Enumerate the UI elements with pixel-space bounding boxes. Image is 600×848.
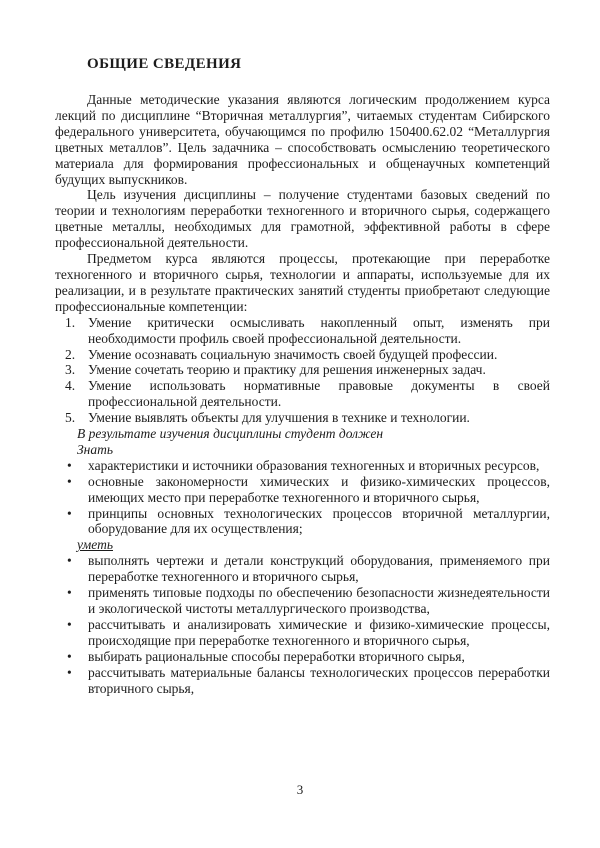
bullet-item-text: применять типовые подходы по обеспечению безопасности жизнедеятельности и экологической чистоты металлургического производства, — [88, 585, 550, 616]
numbered-item — [65, 315, 550, 347]
bullet-icon: • — [67, 664, 72, 680]
page-number: 3 — [296, 782, 304, 797]
numbered-item-text: Умение сочетать теорию и практику для решения инженерных задач. — [88, 362, 486, 378]
bullet-icon: • — [67, 505, 72, 521]
able-heading: уметь — [77, 537, 113, 553]
bullet-item — [65, 553, 550, 585]
bullet-item — [65, 458, 550, 474]
paragraph-intro: Данные методические указания являются логическим продолжением курса лекций по дисциплине “Вторичная металлургия”, читаемых студентам Сибирского федерального университета, обучающимся по профилю 150400.62.02 “Металлургия цветных металлов”. Цель задачника – способствовать осмыслению теоретического материала для формирования профессиональных и общенаучных компетенций будущих выпускников. — [55, 92, 550, 187]
bullet-icon: • — [67, 648, 72, 664]
know-heading: Знать — [77, 441, 114, 457]
able-list — [65, 553, 550, 696]
page-title: ОБЩИЕ СВЕДЕНИЯ — [87, 56, 242, 72]
bullet-item — [65, 474, 550, 506]
know-list — [65, 458, 550, 538]
numbered-item-text: Умение осознавать социальную значимость своей будущей профессии. — [88, 346, 498, 362]
numbered-item-text: Умение использовать нормативные правовые документы в своей профессиональной деятельности. — [88, 378, 550, 410]
numbered-item — [65, 347, 550, 363]
bullet-item-text: принципы основных технологических процессов вторичной металлургии, оборудование для их осуществления; — [88, 505, 550, 537]
numbered-item-text: Умение критически осмысливать накопленный опыт, изменять при необходимости профиль своей профессиональной деятельности. — [88, 314, 550, 346]
numbered-item — [65, 410, 550, 426]
bullet-item-text: рассчитывать материальные балансы технологических процессов переработки вторичного сырья, — [88, 664, 550, 696]
bullet-item-text: рассчитывать и анализировать химические и физико-химические процессы, происходящие при переработке техногенного и вторичного сырья, — [88, 616, 550, 648]
list-number: 2. — [65, 346, 76, 362]
bullet-item — [65, 506, 550, 538]
bullet-item-text: основные закономерности химических и физико-химических процессов, имеющих место при переработке техногенного и вторичного сырья, — [88, 473, 550, 505]
bullet-icon: • — [67, 457, 72, 473]
bullet-icon: • — [67, 616, 72, 632]
numbered-item-text: Умение выявлять объекты для улучшения в технике и технологии. — [88, 410, 470, 426]
list-number: 1. — [65, 314, 76, 330]
list-number: 5. — [65, 410, 76, 426]
bullet-icon: • — [67, 585, 72, 601]
paragraph-subject: Предметом курса являются процессы, протекающие при переработке техногенного и вторичного сырья, технологии и аппараты, используемые для их реализации, и в результате практических занятий студенты приобретают следующие профессиональные компетенции: — [55, 251, 550, 314]
bullet-item — [65, 617, 550, 649]
bullet-icon: • — [67, 473, 72, 489]
bullet-item — [65, 585, 550, 617]
numbered-item — [65, 362, 550, 378]
bullet-item-text: выполнять чертежи и детали конструкций оборудования, применяемого при переработке техногенного и вторичного сырья, — [88, 553, 550, 585]
bullet-item — [65, 665, 550, 697]
bullet-item — [65, 649, 550, 665]
result-intro-line: В результате изучения дисциплины студент должен — [77, 426, 384, 442]
competency-list — [65, 315, 550, 426]
list-number: 4. — [65, 378, 76, 394]
bullet-icon: • — [67, 553, 72, 569]
bullet-item-text: характеристики и источники образования техногенных и вторичных ресурсов, — [88, 457, 540, 473]
numbered-item — [65, 378, 550, 410]
page-content — [55, 56, 550, 696]
list-number: 3. — [65, 362, 76, 378]
paragraph-goal: Цель изучения дисциплины – получение студентами базовых сведений по теории и технологиям переработки техногенного и вторичного сырья, содержащего цветные металлы, необходимых для грамотной, эффективной работы в сфере профессиональной деятельности. — [55, 187, 550, 251]
bullet-item-text: выбирать рациональные способы переработки вторичного сырья, — [88, 648, 465, 664]
